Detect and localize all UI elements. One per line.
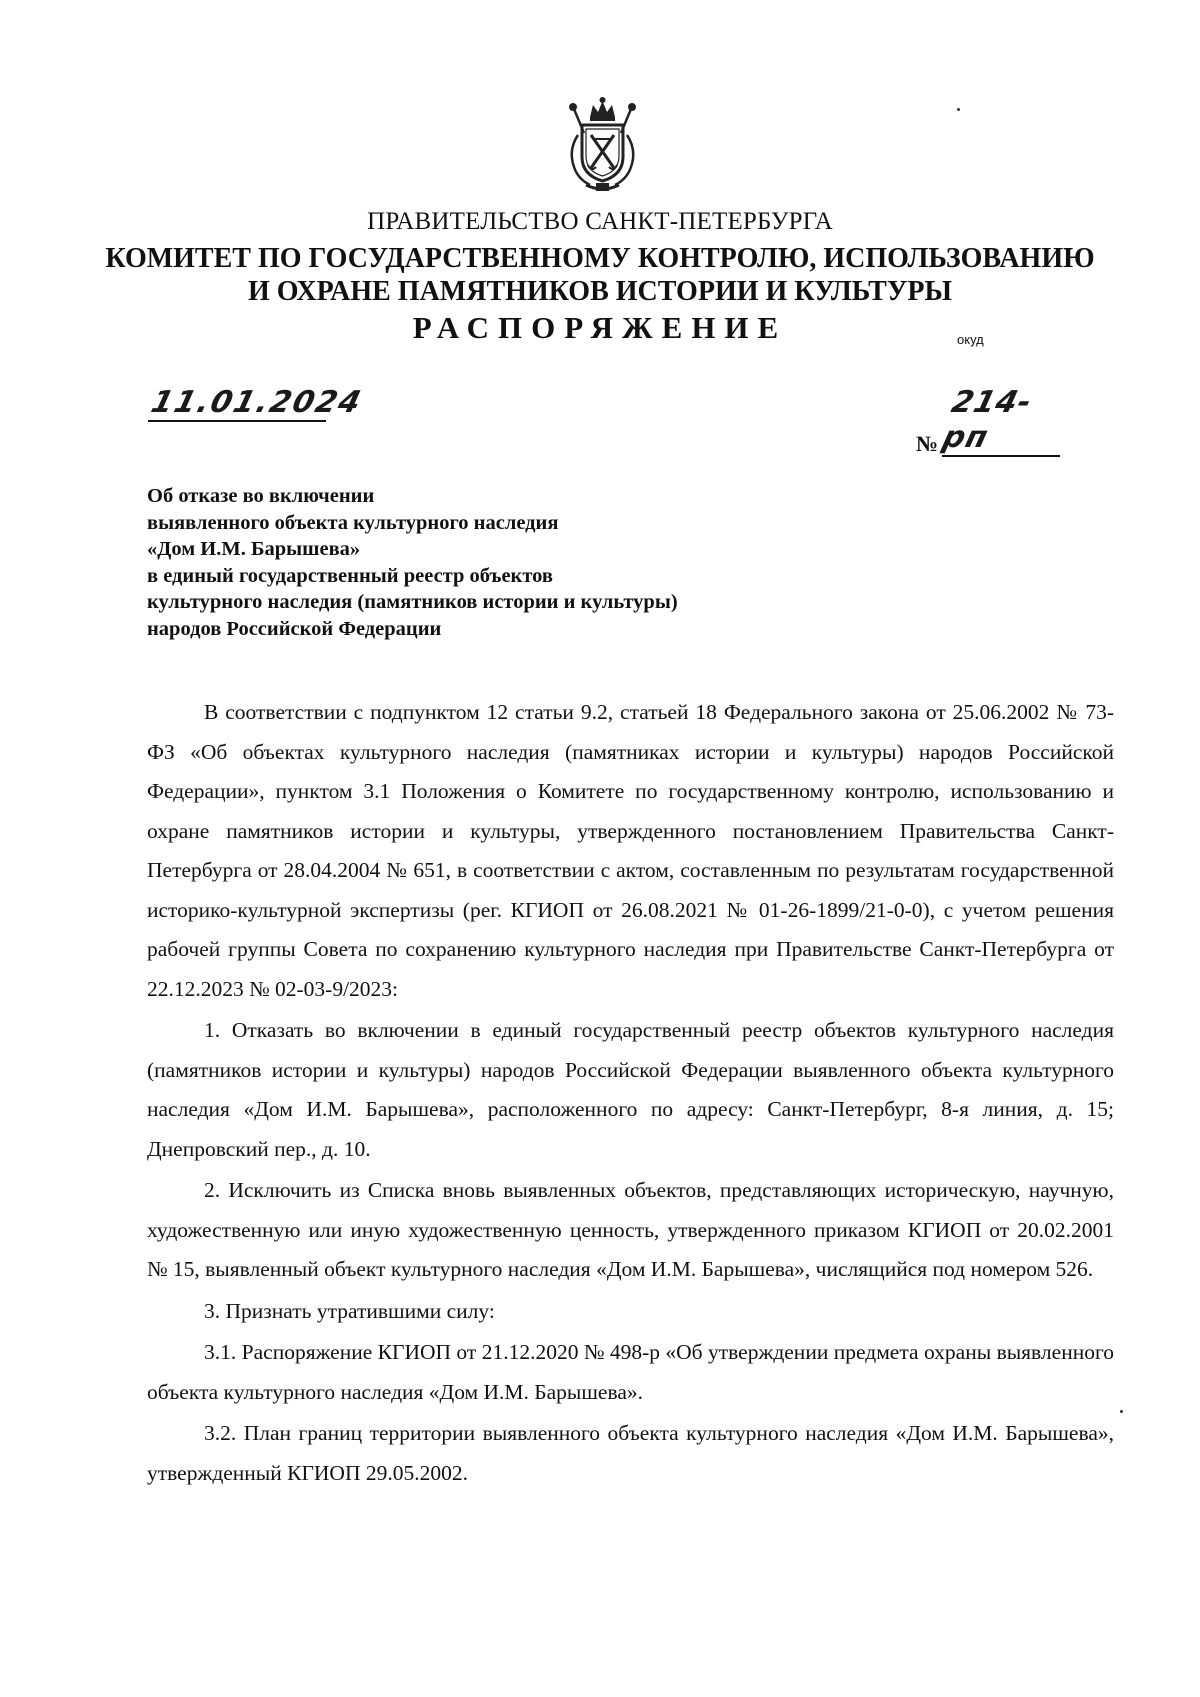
document-date-field: [147, 385, 367, 422]
handwritten-date: 11.01.2024: [147, 385, 367, 420]
order-item-3: 3. Признать утратившими силу:: [204, 1298, 495, 1323]
committee-title-line: КОМИТЕТ ПО ГОСУДАРСТВЕННОМУ КОНТРОЛЮ, ИСПОЛЬЗОВАНИЮ: [105, 243, 1095, 274]
number-sign: №: [916, 431, 939, 456]
coat-of-arms-emblem: [560, 95, 645, 195]
subject-line: культурного наследия (памятников истории и культуры): [147, 591, 678, 613]
handwritten-number: 214-рп: [939, 385, 1036, 455]
order-item-2: 2. Исключить из Списка вновь выявленных объектов, представляющих историческую, научную, художественную или иную художественную ценность, утвержденного приказом КГИОП от 20.02.2001 № 15, выявленный объект культурного наследия «Дом И.М. Барышева», числящийся под номером 526.: [147, 1178, 1114, 1281]
subject-line: «Дом И.М. Барышева»: [147, 538, 361, 560]
document-type-heading: РАСПОРЯЖЕНИЕ: [412, 310, 788, 345]
order-item-1: 1. Отказать во включении в единый государственный реестр объектов культурного наследия (памятников истории и культуры) народов Российской Федерации выявленного объекта культурного наследия «Дом И.М. Барышева», расположенного по адресу: Санкт-Петербург, 8-я линия, д. 15; Днепровский пер., д. 10.: [147, 1018, 1114, 1161]
subject-line: народов Российской Федерации: [147, 617, 442, 640]
subject-line: Об отказе во включении: [147, 485, 375, 507]
document-body: [147, 693, 1114, 1493]
committee-title-line: И ОХРАНЕ ПАМЯТНИКОВ ИСТОРИИ И КУЛЬТУРЫ: [248, 276, 952, 307]
okud-label: окуд: [957, 332, 984, 347]
scan-speck: [957, 108, 960, 111]
order-item-3-1: 3.1. Распоряжение КГИОП от 21.12.2020 № 498-р «Об утверждении предмета охраны выявленного объекта культурного наследия «Дом И.М. Барышева».: [147, 1340, 1114, 1404]
scan-speck: [1120, 1410, 1123, 1413]
government-title: ПРАВИТЕЛЬСТВО САНКТ-ПЕТЕРБУРГА: [367, 208, 833, 235]
subject-line: в единый государственный реестр объектов: [147, 564, 553, 587]
committee-title: [0, 242, 1200, 308]
document-subject: [147, 483, 867, 642]
subject-line: выявленного объекта культурного наследия: [147, 511, 559, 534]
order-item-3-2: 3.2. План границ территории выявленного объекта культурного наследия «Дом И.М. Барышева», утвержденный КГИОП 29.05.2002.: [147, 1421, 1114, 1485]
number-underline: [939, 385, 1060, 457]
preamble-paragraph: В соответствии с подпунктом 12 статьи 9.2, статьей 18 Федерального закона от 25.06.2002 № 73-ФЗ «Об объектах культурного наследия (памятниках истории и культуры) народов Российской Федерации», пунктом 3.1 Положения о Комитете по государственному контролю, использованию и охране памятников истории и культуры, утвержденного постановлением Правительства Санкт-Петербурга от 28.04.2004 № 651, в соответствии с актом, составленным по результатам государственной историко-культурной экспертизы (рег. КГИОП от 26.08.2021 № 01-26-1899/21-0-0), с учетом решения рабочей группы Совета по сохранению культурного наследия при Правительстве Санкт-Петербурга от 22.12.2023 № 02-03-9/2023:: [147, 700, 1114, 1001]
document-number-field: [916, 385, 1060, 457]
